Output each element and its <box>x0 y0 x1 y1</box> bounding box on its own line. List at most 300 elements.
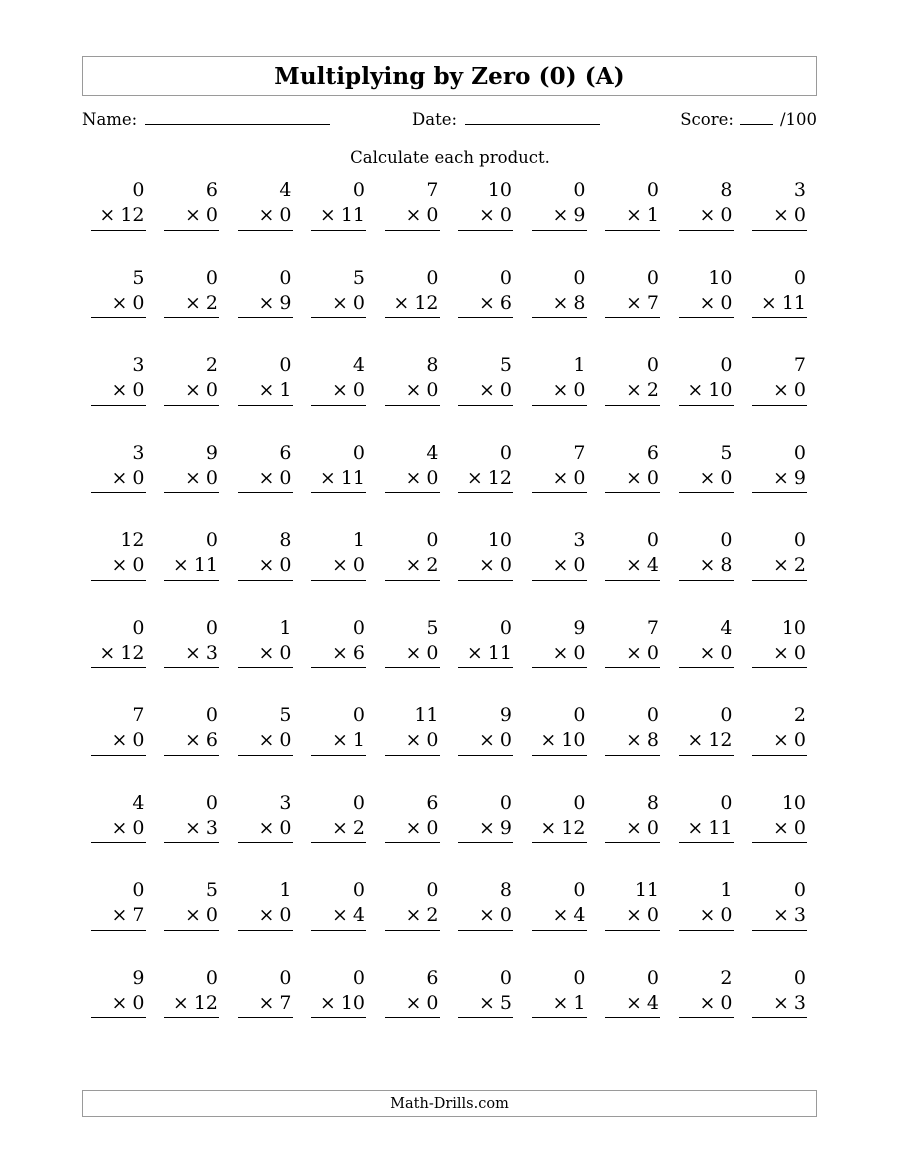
answer-space[interactable] <box>755 406 807 432</box>
answer-space[interactable] <box>94 843 146 869</box>
multiplier: 0 <box>793 379 806 402</box>
answer-space[interactable] <box>241 843 293 869</box>
problem-cell <box>229 266 303 354</box>
answer-space[interactable] <box>461 231 513 257</box>
multiplier: 0 <box>499 554 512 577</box>
problem-row <box>82 266 817 354</box>
answer-space[interactable] <box>608 843 660 869</box>
answer-space[interactable] <box>682 231 734 257</box>
multiplicand: 1 <box>573 354 586 376</box>
answer-space[interactable] <box>755 843 807 869</box>
multiplier: 0 <box>279 466 292 489</box>
multiplier: 0 <box>426 204 439 227</box>
answer-space[interactable] <box>94 668 146 694</box>
problem-cell <box>229 528 303 616</box>
multiplier-line <box>91 378 146 405</box>
problem-cell <box>303 966 377 1054</box>
answer-space[interactable] <box>682 931 734 957</box>
problem-cell <box>229 966 303 1054</box>
multiplier: 0 <box>646 466 659 489</box>
answer-space[interactable] <box>167 231 219 257</box>
multiply-icon: × <box>625 991 642 1014</box>
answer-space[interactable] <box>167 756 219 782</box>
page-title: Multiplying by Zero (0) (A) <box>274 62 625 90</box>
multiplicand: 0 <box>352 616 365 639</box>
answer-space[interactable] <box>535 406 587 432</box>
multiplier-line <box>605 203 660 230</box>
answer-space[interactable] <box>755 493 807 519</box>
multiply-icon: × <box>699 466 716 489</box>
answer-space[interactable] <box>682 318 734 344</box>
multiplier: 0 <box>426 379 439 402</box>
multiplicand: 0 <box>793 529 806 551</box>
answer-space[interactable] <box>461 318 513 344</box>
score-input-blank[interactable] <box>740 111 773 125</box>
multiplier: 0 <box>720 641 733 664</box>
problem-cell <box>156 703 230 791</box>
multiplier-line <box>605 903 660 930</box>
multiplier: 0 <box>279 816 292 839</box>
multiplicand: 0 <box>352 179 365 201</box>
answer-space[interactable] <box>682 581 734 607</box>
answer-space[interactable] <box>755 931 807 957</box>
score-label: Score: <box>680 110 734 129</box>
multiplier-line <box>385 816 440 843</box>
answer-space[interactable] <box>94 581 146 607</box>
answer-space[interactable] <box>388 493 440 519</box>
problem-cell <box>82 616 156 704</box>
answer-space[interactable] <box>314 318 366 344</box>
multiplier: 0 <box>352 554 365 577</box>
multiplier: 0 <box>132 291 145 314</box>
multiplier-line <box>164 991 219 1018</box>
answer-space[interactable] <box>682 668 734 694</box>
multiplier-line <box>91 816 146 843</box>
problem-cell <box>450 441 524 529</box>
multiply-icon: × <box>478 904 495 927</box>
multiplier-line <box>532 291 587 318</box>
multiplicand: 5 <box>279 704 292 726</box>
date-label: Date: <box>412 110 458 129</box>
answer-space[interactable] <box>461 931 513 957</box>
answer-space[interactable] <box>314 493 366 519</box>
problem-cell <box>229 178 303 266</box>
multiplier: 0 <box>132 466 145 489</box>
answer-space[interactable] <box>241 406 293 432</box>
problem-cell <box>597 878 671 966</box>
name-input-blank[interactable] <box>145 111 330 125</box>
multiplier-line <box>238 291 293 318</box>
multiplier: 0 <box>205 466 218 489</box>
multiplicand: 0 <box>573 966 586 989</box>
multiplier: 12 <box>120 641 145 664</box>
multiplier-line <box>752 641 807 668</box>
answer-space[interactable] <box>755 318 807 344</box>
multiplier: 0 <box>205 379 218 402</box>
problem-cell <box>450 966 524 1054</box>
answer-space[interactable] <box>535 1018 587 1044</box>
multiply-icon: × <box>111 466 128 489</box>
multiply-icon: × <box>478 816 495 839</box>
multiplier-line <box>605 816 660 843</box>
multiply-icon: × <box>772 554 789 577</box>
multiplicand: 4 <box>352 354 365 376</box>
multiply-icon: × <box>699 204 716 227</box>
multiplier: 0 <box>720 991 733 1014</box>
multiplier-line <box>164 291 219 318</box>
answer-space[interactable] <box>535 493 587 519</box>
problem-cell <box>744 441 818 529</box>
answer-space[interactable] <box>755 581 807 607</box>
answer-space[interactable] <box>94 931 146 957</box>
answer-space[interactable] <box>388 931 440 957</box>
multiplicand: 5 <box>499 354 512 376</box>
multiplicand: 0 <box>573 704 586 726</box>
multiply-icon: × <box>111 379 128 402</box>
multiplicand: 10 <box>781 616 806 639</box>
answer-space[interactable] <box>608 318 660 344</box>
answer-space[interactable] <box>535 756 587 782</box>
multiplier: 0 <box>793 816 806 839</box>
multiply-icon: × <box>111 904 128 927</box>
answer-space[interactable] <box>94 318 146 344</box>
problem-cell <box>303 878 377 966</box>
multiplier: 0 <box>499 379 512 402</box>
answer-space[interactable] <box>461 581 513 607</box>
multiplier: 0 <box>132 816 145 839</box>
multiplier-line <box>605 991 660 1018</box>
multiplier: 0 <box>279 904 292 927</box>
answer-space[interactable] <box>461 406 513 432</box>
multiplier-line <box>532 728 587 755</box>
answer-space[interactable] <box>167 931 219 957</box>
multiplicand: 7 <box>426 179 439 201</box>
multiplier: 0 <box>205 904 218 927</box>
answer-space[interactable] <box>608 231 660 257</box>
answer-space[interactable] <box>461 493 513 519</box>
multiply-icon: × <box>184 816 201 839</box>
answer-space[interactable] <box>535 581 587 607</box>
answer-space[interactable] <box>535 318 587 344</box>
multiplier-line <box>532 203 587 230</box>
multiply-icon: × <box>772 991 789 1014</box>
answer-space[interactable] <box>314 581 366 607</box>
multiplier-line <box>91 203 146 230</box>
answer-space[interactable] <box>314 931 366 957</box>
multiply-icon: × <box>331 291 348 314</box>
multiply-icon: × <box>687 379 704 402</box>
problem-cell <box>376 353 450 441</box>
answer-space[interactable] <box>461 756 513 782</box>
multiplicand: 0 <box>279 966 292 989</box>
multiplier: 9 <box>793 466 806 489</box>
multiplier: 11 <box>340 204 365 227</box>
answer-space[interactable] <box>388 843 440 869</box>
answer-space[interactable] <box>682 1018 734 1044</box>
answer-space[interactable] <box>167 668 219 694</box>
multiply-icon: × <box>184 641 201 664</box>
multiplier: 0 <box>646 904 659 927</box>
multiplier-line <box>679 641 734 668</box>
date-input-blank[interactable] <box>465 111 600 125</box>
answer-space[interactable] <box>608 756 660 782</box>
multiplicand: 5 <box>426 616 439 639</box>
multiplier: 12 <box>414 291 439 314</box>
multiplier: 0 <box>426 729 439 752</box>
multiplicand: 5 <box>720 441 733 464</box>
multiplicand: 0 <box>132 179 145 201</box>
multiply-icon: × <box>405 466 422 489</box>
problem-cell <box>523 528 597 616</box>
multiplier-line <box>458 728 513 755</box>
answer-space[interactable] <box>388 318 440 344</box>
problem-cell <box>303 353 377 441</box>
instruction-text: Calculate each product. <box>350 148 550 167</box>
multiplier-line <box>238 641 293 668</box>
answer-space[interactable] <box>388 756 440 782</box>
multiplier: 6 <box>499 291 512 314</box>
multiply-icon: × <box>319 466 336 489</box>
problem-cell <box>744 266 818 354</box>
problem-row <box>82 178 817 266</box>
answer-space[interactable] <box>167 1018 219 1044</box>
answer-space[interactable] <box>388 668 440 694</box>
answer-space[interactable] <box>755 756 807 782</box>
answer-space[interactable] <box>241 318 293 344</box>
footer-box <box>82 1090 817 1117</box>
multiplier-line <box>679 203 734 230</box>
multiplier-line <box>238 466 293 493</box>
answer-space[interactable] <box>314 843 366 869</box>
multiplicand: 3 <box>132 354 145 376</box>
answer-space[interactable] <box>241 231 293 257</box>
answer-space[interactable] <box>314 1018 366 1044</box>
answer-space[interactable] <box>608 406 660 432</box>
answer-space[interactable] <box>535 931 587 957</box>
multiplier: 3 <box>205 641 218 664</box>
multiplier-line <box>679 816 734 843</box>
problem-cell <box>303 616 377 704</box>
multiplier: 5 <box>499 991 512 1014</box>
problem-row <box>82 528 817 616</box>
score-field-group <box>680 110 817 129</box>
problem-cell <box>670 791 744 879</box>
answer-space[interactable] <box>314 231 366 257</box>
problem-cell <box>597 528 671 616</box>
multiplicand: 0 <box>132 879 145 901</box>
answer-space[interactable] <box>461 1018 513 1044</box>
multiply-icon: × <box>405 816 422 839</box>
problem-cell <box>376 266 450 354</box>
problem-cell <box>523 791 597 879</box>
answer-space[interactable] <box>682 493 734 519</box>
multiply-icon: × <box>393 291 410 314</box>
problem-cell <box>376 528 450 616</box>
problem-cell <box>523 616 597 704</box>
multiplicand: 0 <box>646 529 659 551</box>
answer-space[interactable] <box>682 843 734 869</box>
multiplier: 1 <box>646 204 659 227</box>
multiplicand: 10 <box>487 179 512 201</box>
answer-space[interactable] <box>388 231 440 257</box>
problem-cell <box>450 266 524 354</box>
multiplier-line <box>164 203 219 230</box>
multiplier-line <box>311 378 366 405</box>
answer-space[interactable] <box>167 493 219 519</box>
multiply-icon: × <box>625 729 642 752</box>
problem-cell <box>523 178 597 266</box>
answer-space[interactable] <box>388 1018 440 1044</box>
answer-space[interactable] <box>167 318 219 344</box>
multiplier-line <box>311 466 366 493</box>
multiplier-line <box>458 903 513 930</box>
answer-space[interactable] <box>608 668 660 694</box>
problem-cell <box>156 528 230 616</box>
multiply-icon: × <box>258 554 275 577</box>
answer-space[interactable] <box>682 406 734 432</box>
multiplicand: 9 <box>205 441 218 464</box>
multiply-icon: × <box>99 204 116 227</box>
multiplier-line <box>532 378 587 405</box>
multiplicand: 0 <box>352 966 365 989</box>
multiply-icon: × <box>99 641 116 664</box>
answer-space[interactable] <box>167 406 219 432</box>
problem-cell <box>523 966 597 1054</box>
multiply-icon: × <box>184 904 201 927</box>
answer-space[interactable] <box>608 493 660 519</box>
answer-space[interactable] <box>241 581 293 607</box>
answer-space[interactable] <box>241 493 293 519</box>
multiply-icon: × <box>258 729 275 752</box>
answer-space[interactable] <box>461 668 513 694</box>
answer-space[interactable] <box>608 931 660 957</box>
multiplier: 12 <box>487 466 512 489</box>
multiplier-line <box>385 203 440 230</box>
multiplicand: 0 <box>352 879 365 901</box>
multiplier-line <box>752 466 807 493</box>
multiply-icon: × <box>405 379 422 402</box>
answer-space[interactable] <box>241 931 293 957</box>
answer-space[interactable] <box>755 1018 807 1044</box>
multiplier: 2 <box>352 816 365 839</box>
answer-space[interactable] <box>241 756 293 782</box>
answer-space[interactable] <box>314 756 366 782</box>
answer-space[interactable] <box>461 843 513 869</box>
multiplier: 10 <box>708 379 733 402</box>
multiplier: 0 <box>499 904 512 927</box>
problem-cell <box>303 703 377 791</box>
multiplier: 0 <box>132 379 145 402</box>
answer-space[interactable] <box>94 1018 146 1044</box>
multiplier-line <box>311 641 366 668</box>
multiply-icon: × <box>772 466 789 489</box>
multiplier-line <box>679 903 734 930</box>
answer-space[interactable] <box>755 668 807 694</box>
multiplier-line <box>91 466 146 493</box>
problem-cell <box>597 266 671 354</box>
multiply-icon: × <box>258 904 275 927</box>
answer-space[interactable] <box>94 406 146 432</box>
answer-space[interactable] <box>535 668 587 694</box>
multiplier: 10 <box>340 991 365 1014</box>
multiplier-line <box>752 203 807 230</box>
answer-space[interactable] <box>94 493 146 519</box>
multiplier-line <box>91 903 146 930</box>
multiply-icon: × <box>258 466 275 489</box>
multiply-icon: × <box>552 379 569 402</box>
multiplicand: 0 <box>646 966 659 989</box>
multiplicand: 0 <box>426 266 439 289</box>
answer-space[interactable] <box>94 756 146 782</box>
problem-cell <box>523 353 597 441</box>
answer-space[interactable] <box>167 843 219 869</box>
multiplier-line <box>605 641 660 668</box>
multiplier: 0 <box>499 729 512 752</box>
answer-space[interactable] <box>608 1018 660 1044</box>
problem-cell <box>82 178 156 266</box>
answer-space[interactable] <box>535 231 587 257</box>
problem-cell <box>156 266 230 354</box>
multiplier: 0 <box>646 641 659 664</box>
multiply-icon: × <box>699 904 716 927</box>
answer-space[interactable] <box>94 231 146 257</box>
answer-space[interactable] <box>241 1018 293 1044</box>
answer-space[interactable] <box>388 581 440 607</box>
multiplier-line <box>385 903 440 930</box>
multiplier-line <box>385 553 440 580</box>
answer-space[interactable] <box>388 406 440 432</box>
multiplier: 0 <box>720 204 733 227</box>
problem-cell <box>450 353 524 441</box>
multiplicand: 8 <box>720 179 733 201</box>
multiplicand: 4 <box>720 616 733 639</box>
multiply-icon: × <box>552 554 569 577</box>
answer-space[interactable] <box>755 231 807 257</box>
multiplicand: 0 <box>573 179 586 201</box>
problem-cell <box>229 878 303 966</box>
multiplier-line <box>91 641 146 668</box>
multiplier-line <box>605 466 660 493</box>
multiplier-line <box>385 291 440 318</box>
answer-space[interactable] <box>535 843 587 869</box>
multiplier: 4 <box>646 991 659 1014</box>
answer-space[interactable] <box>167 581 219 607</box>
answer-space[interactable] <box>241 668 293 694</box>
problem-cell <box>303 528 377 616</box>
answer-space[interactable] <box>314 668 366 694</box>
problem-cell <box>670 441 744 529</box>
multiply-icon: × <box>331 554 348 577</box>
multiply-icon: × <box>687 816 704 839</box>
problem-cell <box>744 528 818 616</box>
multiplicand: 3 <box>132 441 145 464</box>
problem-cell <box>82 441 156 529</box>
multiplier-line <box>385 378 440 405</box>
problem-cell <box>82 966 156 1054</box>
multiplicand: 1 <box>352 529 365 551</box>
multiplier: 12 <box>561 816 586 839</box>
answer-space[interactable] <box>608 581 660 607</box>
problem-cell <box>597 966 671 1054</box>
multiply-icon: × <box>478 991 495 1014</box>
multiplier: 4 <box>352 904 365 927</box>
multiplicand: 0 <box>573 879 586 901</box>
problem-cell <box>744 966 818 1054</box>
answer-space[interactable] <box>314 406 366 432</box>
multiplier: 0 <box>426 991 439 1014</box>
multiplier-line <box>752 553 807 580</box>
answer-space[interactable] <box>682 756 734 782</box>
